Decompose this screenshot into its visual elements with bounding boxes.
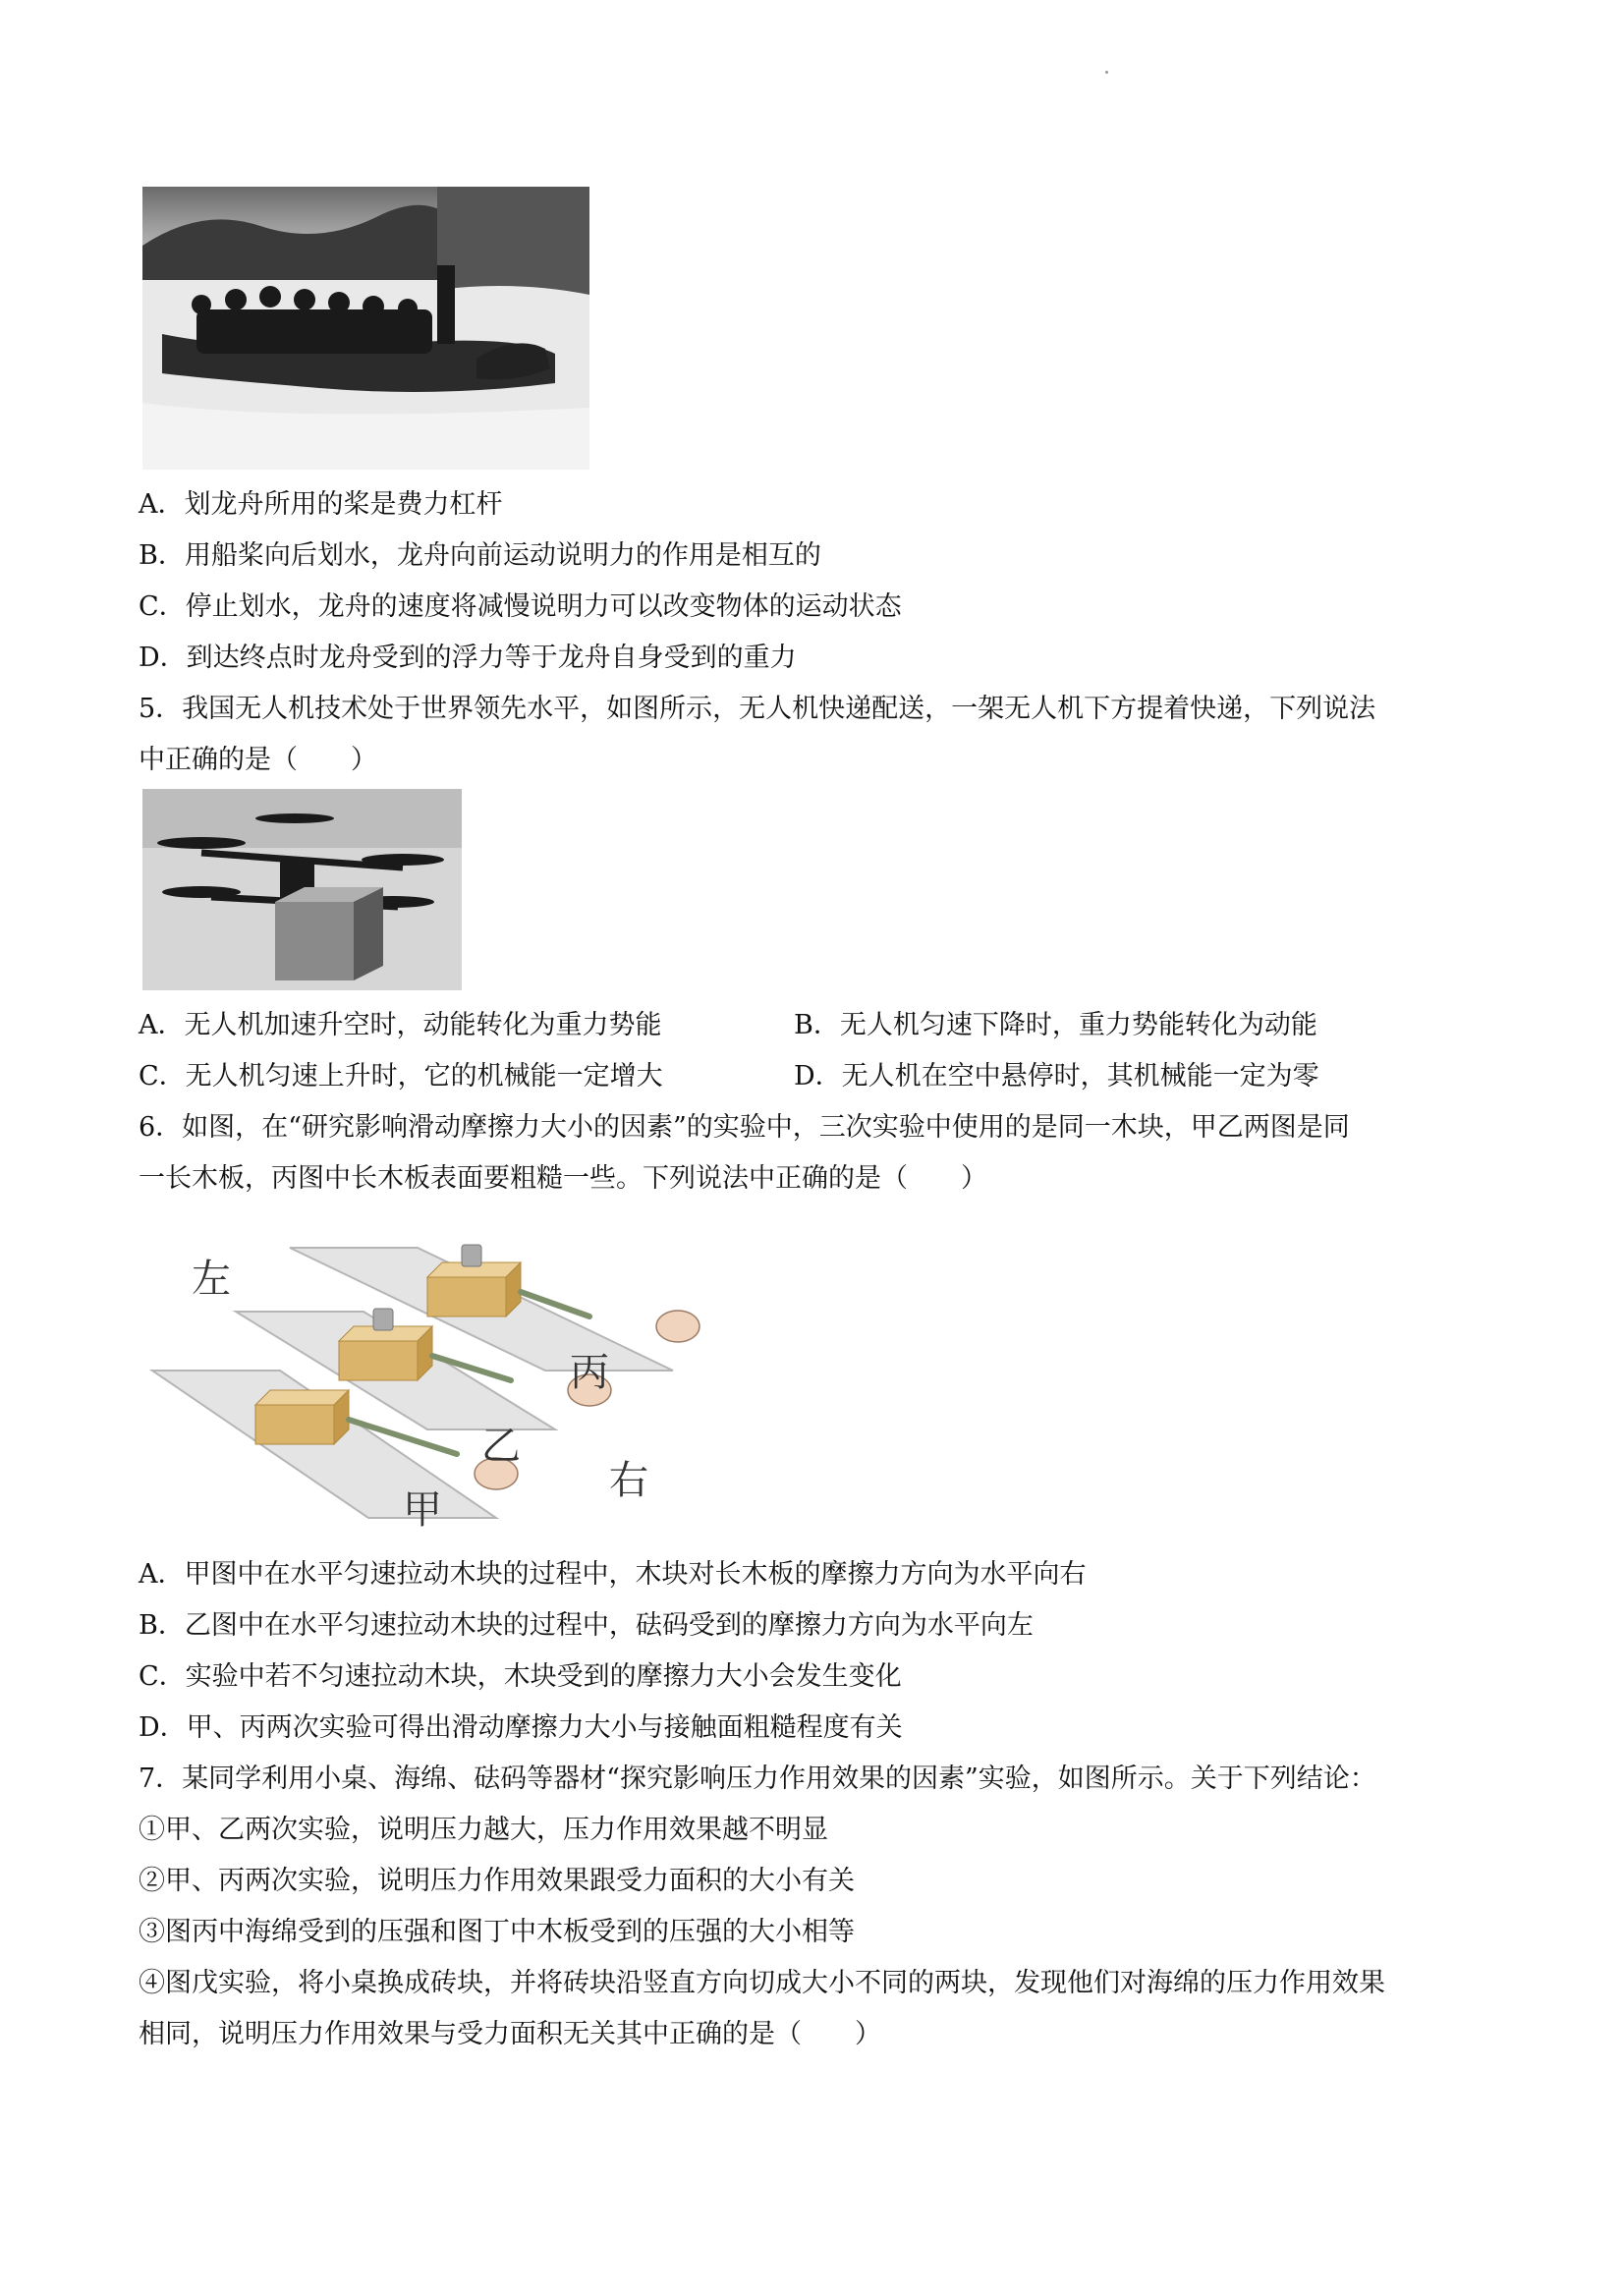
q7-statement-3: ③图丙中海绵受到的压强和图丁中木板受到的压强的大小相等 [139, 1917, 855, 1947]
q5-stem-line1: 5．我国无人机技术处于世界领先水平，如图所示，无人机快递配送，一架无人机下方提着快递，下列说法 [139, 694, 1376, 724]
label-yi: 乙 [481, 1424, 521, 1469]
label-right: 右 [609, 1458, 648, 1503]
q4-option-d: D．到达终点时龙舟受到的浮力等于龙舟自身受到的重力 [139, 643, 797, 673]
q7-statement-2: ②甲、丙两次实验，说明压力作用效果跟受力面积的大小有关 [139, 1866, 855, 1896]
q5-option-a: A．无人机加速升空时，动能转化为重力势能 [139, 1010, 662, 1040]
label-jia: 甲 [403, 1487, 442, 1533]
q4-option-c: C．停止划水，龙舟的速度将减慢说明力可以改变物体的运动状态 [139, 591, 902, 622]
q6-stem-line2: 一长木板，丙图中长木板表面要粗糙一些。下列说法中正确的是（ ） [139, 1163, 987, 1194]
scan-dot [1105, 71, 1108, 74]
label-bing: 丙 [570, 1350, 609, 1395]
label-left: 左 [192, 1257, 231, 1302]
q6-option-c: C．实验中若不匀速拉动木块，木块受到的摩擦力大小会发生变化 [139, 1661, 902, 1692]
q5-option-d: D．无人机在空中悬停时，其机械能一定为零 [794, 1061, 1319, 1092]
q6-option-d: D．甲、丙两次实验可得出滑动摩擦力大小与接触面粗糙程度有关 [139, 1712, 903, 1743]
q7-statement-4-line1: ④图戊实验，将小桌换成砖块，并将砖块沿竖直方向切成大小不同的两块，发现他们对海绵的压力作用效果 [139, 1968, 1385, 1998]
q5-stem-line2: 中正确的是（ ） [139, 745, 377, 775]
q6-option-b: B．乙图中在水平匀速拉动木块的过程中，砝码受到的摩擦力方向为水平向左 [139, 1610, 1034, 1641]
q5-option-b: B．无人机匀速下降时，重力势能转化为动能 [794, 1010, 1317, 1040]
q7-statement-1: ①甲、乙两次实验，说明压力越大，压力作用效果越不明显 [139, 1815, 828, 1845]
q6-stem-line1: 6．如图，在“研究影响滑动摩擦力大小的因素”的实验中，三次实验中使用的是同一木块，甲乙两图是同 [139, 1112, 1350, 1143]
q4-option-b: B．用船桨向后划水，龙舟向前运动说明力的作用是相互的 [139, 540, 821, 571]
dragon-boat-photo [142, 187, 589, 470]
drone-photo [142, 789, 462, 990]
q5-option-c: C．无人机匀速上升时，它的机械能一定增大 [139, 1061, 663, 1092]
friction-experiment-figure [142, 1233, 722, 1533]
q4-option-a: A．划龙舟所用的桨是费力杠杆 [139, 489, 503, 520]
q7-stem: 7．某同学利用小桌、海绵、砝码等器材“探究影响压力作用效果的因素”实验，如图所示。关于下列结论： [139, 1764, 1376, 1794]
q6-option-a: A．甲图中在水平匀速拉动木块的过程中，木块对长木板的摩擦力方向为水平向右 [139, 1559, 1087, 1590]
q7-statement-4-line2: 相同，说明压力作用效果与受力面积无关其中正确的是（ ） [139, 2019, 881, 2049]
